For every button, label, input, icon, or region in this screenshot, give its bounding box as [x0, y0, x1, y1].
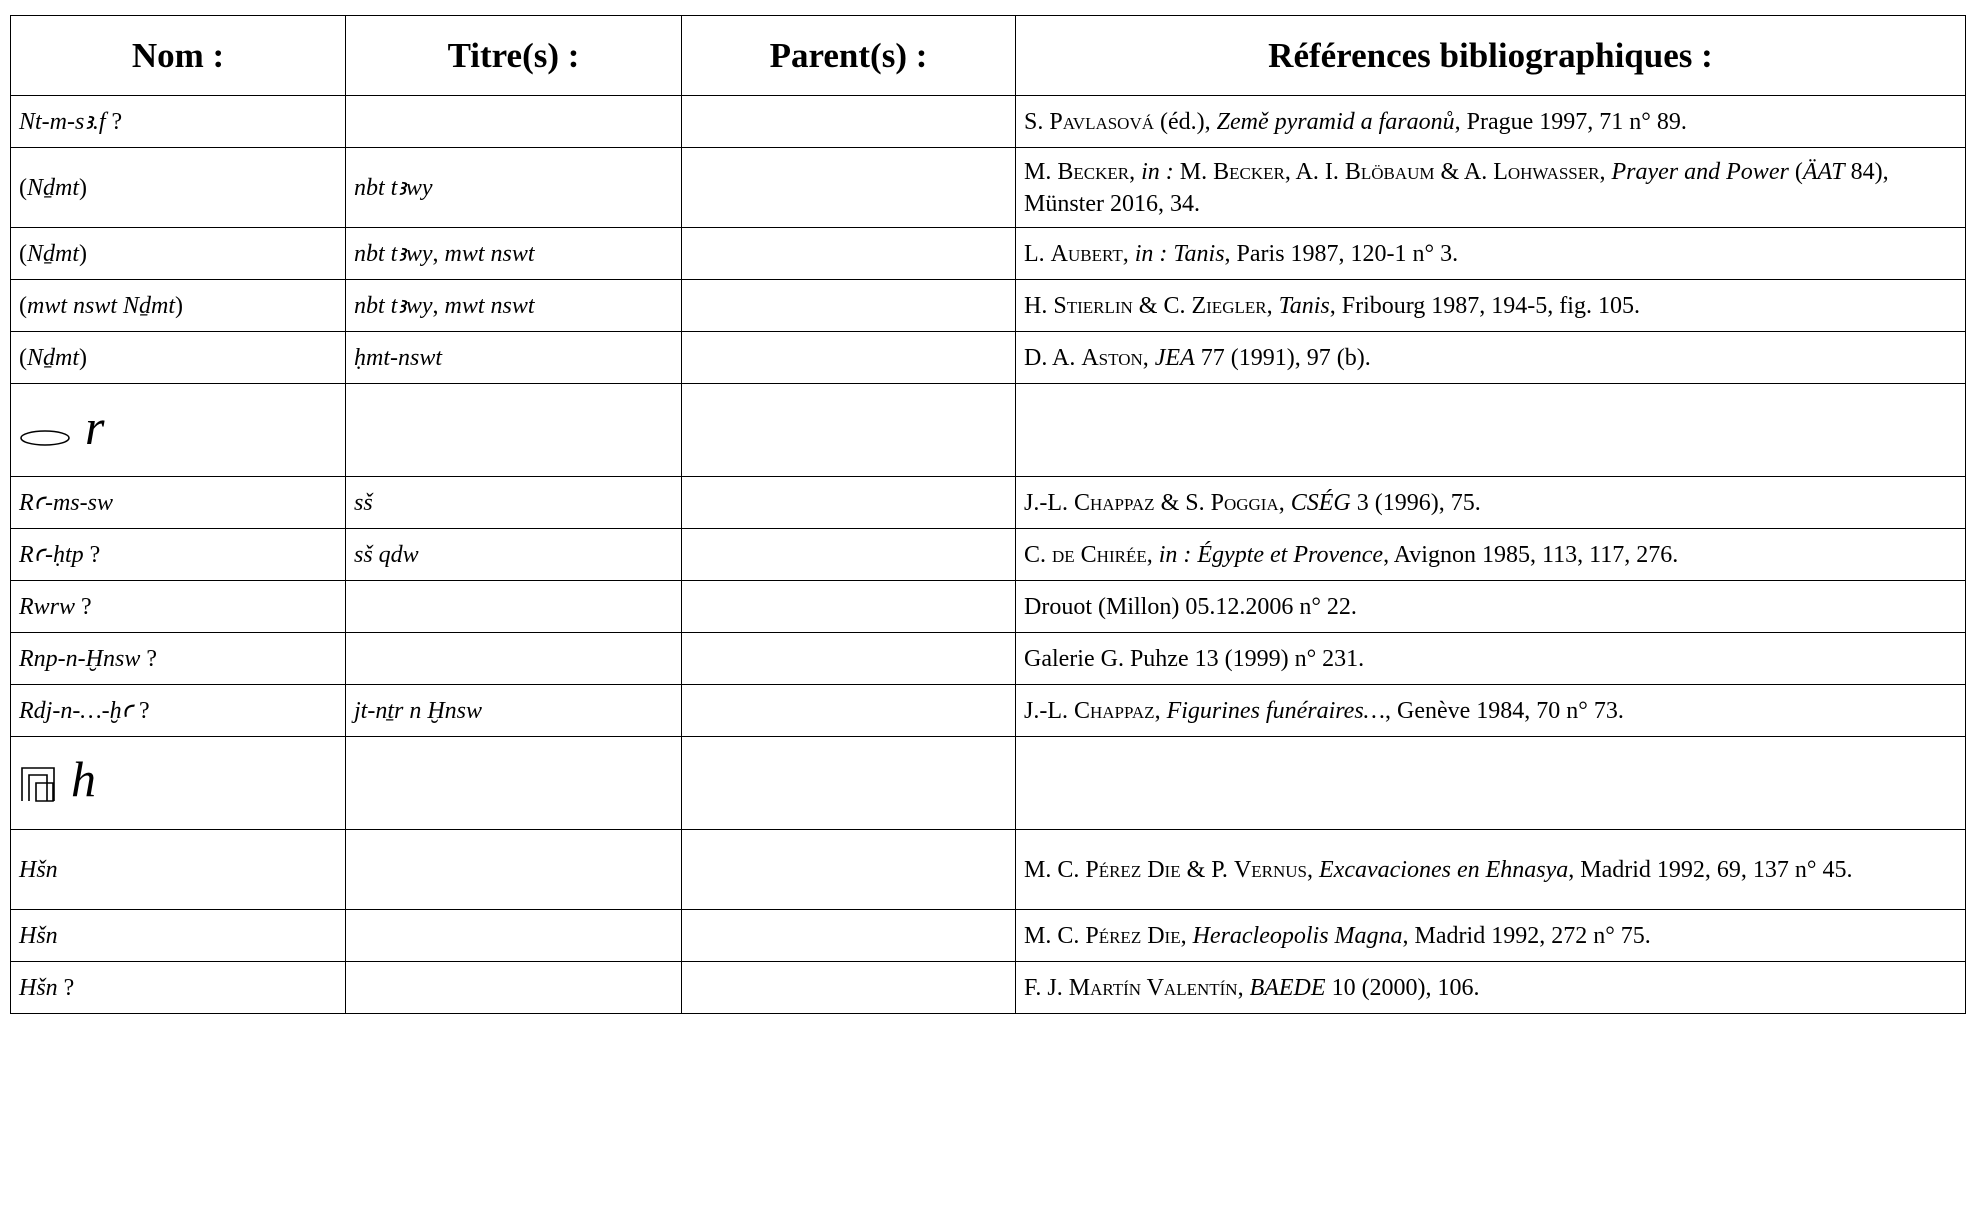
parent-cell [682, 962, 1016, 1014]
person-name: Rꜥ-ms-sw [19, 489, 113, 516]
text-segment: & C. [1132, 292, 1192, 319]
header-references: Références bibliographiques : [1016, 16, 1966, 96]
text-segment: ) [79, 240, 88, 267]
text-segment: , Fribourg 1987, 194-5, fig. 105. [1329, 292, 1640, 319]
header-name: Nom : [11, 16, 346, 96]
text-segment: , [1237, 974, 1250, 1001]
empty-cell [1016, 384, 1966, 477]
name-cell [11, 633, 346, 685]
reference-cell [1016, 685, 1966, 737]
name-cell [11, 830, 346, 910]
reference-cell [1016, 910, 1966, 962]
text-segment: , A. I. [1284, 158, 1345, 185]
text-segment: , [1122, 240, 1135, 267]
title-cell [346, 910, 682, 962]
parent-cell [682, 280, 1016, 332]
text-segment: , [1142, 344, 1155, 371]
italic-text: nbt tꜣwy [354, 292, 433, 319]
title-cell [346, 96, 682, 148]
italic-text: Tanis [1278, 292, 1330, 319]
title-cell [346, 962, 682, 1014]
title-cell [346, 830, 682, 910]
name-cell [11, 148, 346, 228]
text-segment: , [1154, 697, 1167, 724]
title-cell [346, 581, 682, 633]
title-cell [346, 148, 682, 228]
bibliography-table [10, 15, 1966, 1014]
parent-cell [682, 228, 1016, 280]
uncertain-mark: ? [105, 108, 123, 135]
reference-cell [1016, 581, 1966, 633]
author-name: Martín Valentín [1068, 974, 1238, 1001]
table-row [11, 581, 1966, 633]
italic-text: in : Égypte et Provence [1158, 541, 1384, 568]
person-name: Rwrw [19, 593, 76, 620]
table-row [11, 477, 1966, 529]
reference-cell [1016, 332, 1966, 384]
italic-text: Heracleopolis Magna [1192, 922, 1403, 949]
text-segment: , Madrid 1992, 272 n° 75. [1402, 922, 1651, 949]
uncertain-mark: ? [75, 593, 92, 620]
table-row [11, 830, 1966, 910]
author-name: Pérez Die [1085, 856, 1181, 883]
text-segment: ) [175, 292, 184, 319]
reference-cell [1016, 280, 1966, 332]
text-segment: H. [1024, 292, 1054, 319]
empty-cell [682, 737, 1016, 830]
table-row [11, 685, 1966, 737]
reference-cell [1016, 529, 1966, 581]
text-segment: & A. [1434, 158, 1494, 185]
italic-text: Země pyramid a faraonů [1216, 108, 1455, 135]
text-segment: Galerie G. Puhze 13 (1999) n° 231. [1024, 645, 1365, 672]
author-name: de Chirée [1052, 541, 1147, 568]
text-segment: F. J. [1024, 974, 1069, 1001]
text-segment: 10 (2000), 106. [1325, 974, 1480, 1001]
italic-text: mwt nswt [444, 292, 535, 319]
author-name: Aubert [1050, 240, 1123, 267]
person-name: Rꜥ-ḥtp [19, 541, 84, 568]
text-segment: J.-L. [1024, 489, 1074, 516]
italic-text: mwt nswt [444, 240, 535, 267]
text-segment: J.-L. [1024, 697, 1074, 724]
empty-cell [346, 384, 682, 477]
person-name: Rnp-n-Ḫnsw [19, 645, 141, 672]
mouth-glyph [19, 416, 71, 449]
text-segment: , Prague 1997, 71 n° 89. [1454, 108, 1687, 135]
text-segment: M. [1024, 158, 1058, 185]
italic-text: in : Tanis [1134, 240, 1225, 267]
text-segment: , [1129, 158, 1142, 185]
parent-cell [682, 332, 1016, 384]
person-name: Hšn [19, 856, 58, 883]
text-segment: , [1599, 158, 1612, 185]
author-name: Chappaz [1074, 697, 1155, 724]
author-name: Poggia [1210, 489, 1279, 516]
text-segment: ( [1788, 158, 1803, 185]
courtyard-glyph [19, 765, 57, 803]
text-segment: M. C. [1024, 922, 1086, 949]
text-segment: , [1307, 856, 1320, 883]
text-segment: D. A. [1024, 344, 1082, 371]
text-segment: ) [79, 174, 88, 201]
italic-text: ÄAT [1802, 158, 1845, 185]
text-segment: , Avignon 1985, 113, 117, 276. [1383, 541, 1679, 568]
italic-text: in : [1141, 158, 1174, 185]
text-segment: , Madrid 1992, 69, 137 n° 45. [1568, 856, 1853, 883]
author-name: Becker [1213, 158, 1285, 185]
italic-text: CSÉG [1290, 489, 1351, 516]
text-segment: , [1146, 541, 1159, 568]
reference-cell [1016, 96, 1966, 148]
empty-cell [346, 737, 682, 830]
parent-cell [682, 529, 1016, 581]
title-cell [346, 332, 682, 384]
parent-cell [682, 685, 1016, 737]
italic-text: BAEDE [1249, 974, 1326, 1001]
title-cell [346, 477, 682, 529]
title-cell [346, 228, 682, 280]
author-name: Chappaz [1074, 489, 1155, 516]
person-name: Nt-m-sꜣ.f [19, 108, 106, 135]
table-row [11, 529, 1966, 581]
parent-cell [682, 581, 1016, 633]
italic-text: nbt tꜣwy [354, 240, 433, 267]
text-segment: & S. [1154, 489, 1211, 516]
text-segment: (éd.), [1154, 108, 1217, 135]
text-segment: , Genève 1984, 70 n° 73. [1385, 697, 1624, 724]
author-name: Aston [1081, 344, 1143, 371]
text-segment: , Paris 1987, 120-1 n° 3. [1224, 240, 1459, 267]
italic-text: mwt nswt Nḏmt [27, 292, 176, 319]
parent-cell [682, 96, 1016, 148]
reference-cell [1016, 962, 1966, 1014]
header-parents: Parent(s) : [682, 16, 1016, 96]
header-row [11, 16, 1966, 96]
author-name: Stierlin [1053, 292, 1133, 319]
person-name: Rdj-n-…-ḫꜥ [19, 697, 133, 724]
italic-text: Prayer and Power [1611, 158, 1789, 185]
uncertain-mark: ? [83, 541, 101, 568]
italic-text: Figurines funéraires… [1166, 697, 1386, 724]
uncertain-mark: ? [57, 974, 75, 1001]
person-name: Hšn [19, 922, 58, 949]
title-text: sš [354, 489, 373, 516]
name-cell [11, 228, 346, 280]
text-segment: ( [19, 292, 27, 319]
name-cell [11, 332, 346, 384]
italic-text: Nḏmt [27, 344, 80, 371]
reference-cell [1016, 477, 1966, 529]
section-letter-cell [11, 384, 346, 477]
text-segment: 77 (1991), 97 (b). [1194, 344, 1371, 371]
name-cell [11, 910, 346, 962]
title-cell [346, 280, 682, 332]
name-cell [11, 581, 346, 633]
name-cell [11, 685, 346, 737]
table-row [11, 148, 1966, 228]
reference-cell [1016, 830, 1966, 910]
table-row [11, 633, 1966, 685]
person-name: Hšn [19, 974, 58, 1001]
title-text: ḥmt-nswt [354, 344, 443, 371]
table-body [11, 96, 1966, 1014]
text-segment: , [1278, 489, 1291, 516]
text-segment: M. C. [1024, 856, 1086, 883]
table-row [11, 280, 1966, 332]
italic-text: JEA [1154, 344, 1195, 371]
author-name: Ziegler [1191, 292, 1267, 319]
parent-cell [682, 148, 1016, 228]
name-cell [11, 96, 346, 148]
header-titles: Titre(s) : [346, 16, 682, 96]
section-letter: r [85, 398, 105, 455]
title-text: jt-nṯr n Ḫnsw [354, 697, 483, 724]
table-row [11, 962, 1966, 1014]
parent-cell [682, 633, 1016, 685]
text-segment: , [1266, 292, 1279, 319]
text-segment: Drouot (Millon) 05.12.2006 n° 22. [1024, 593, 1357, 620]
uncertain-mark: ? [140, 645, 157, 672]
author-name: Vernus [1233, 856, 1308, 883]
section-letter-cell [11, 737, 346, 830]
italic-text: Excavaciones en Ehnasya [1319, 856, 1569, 883]
table-row [11, 96, 1966, 148]
text-segment: 3 (1996), 75. [1350, 489, 1481, 516]
title-text: sš qdw [354, 541, 419, 568]
text-segment: ( [19, 344, 27, 371]
text-segment: M. [1173, 158, 1214, 185]
text-segment: ) [79, 344, 88, 371]
reference-cell [1016, 148, 1966, 228]
name-cell [11, 280, 346, 332]
parent-cell [682, 830, 1016, 910]
text-segment: L. [1024, 240, 1051, 267]
parent-cell [682, 910, 1016, 962]
author-name: Becker [1057, 158, 1130, 185]
author-name: Pérez Die [1085, 922, 1181, 949]
empty-cell [1016, 737, 1966, 830]
title-cell [346, 529, 682, 581]
uncertain-mark: ? [132, 697, 150, 724]
title-cell [346, 685, 682, 737]
name-cell [11, 477, 346, 529]
text-segment: , [432, 240, 445, 267]
reference-cell [1016, 228, 1966, 280]
text-segment: ( [19, 240, 27, 267]
name-cell [11, 962, 346, 1014]
section-letter: h [71, 750, 96, 807]
author-name: Lohwasser [1493, 158, 1600, 185]
text-segment: 84), Münster 2016, 34. [1024, 158, 1889, 217]
section-row [11, 737, 1966, 830]
table-row [11, 228, 1966, 280]
table-row [11, 910, 1966, 962]
text-segment: C. [1024, 541, 1053, 568]
text-segment: ( [19, 174, 27, 201]
table-row [11, 332, 1966, 384]
text-segment: & P. [1180, 856, 1234, 883]
author-name: Pavlasová [1049, 108, 1155, 135]
italic-text: Nḏmt [27, 240, 80, 267]
italic-text: Nḏmt [27, 174, 80, 201]
reference-cell [1016, 633, 1966, 685]
author-name: Blöbaum [1344, 158, 1435, 185]
section-row [11, 384, 1966, 477]
text-segment: , [432, 292, 445, 319]
text-segment: , [1180, 922, 1193, 949]
name-cell [11, 529, 346, 581]
title-cell [346, 633, 682, 685]
title-text: nbt tꜣwy [354, 174, 433, 201]
parent-cell [682, 477, 1016, 529]
text-segment: S. [1024, 108, 1050, 135]
empty-cell [682, 384, 1016, 477]
